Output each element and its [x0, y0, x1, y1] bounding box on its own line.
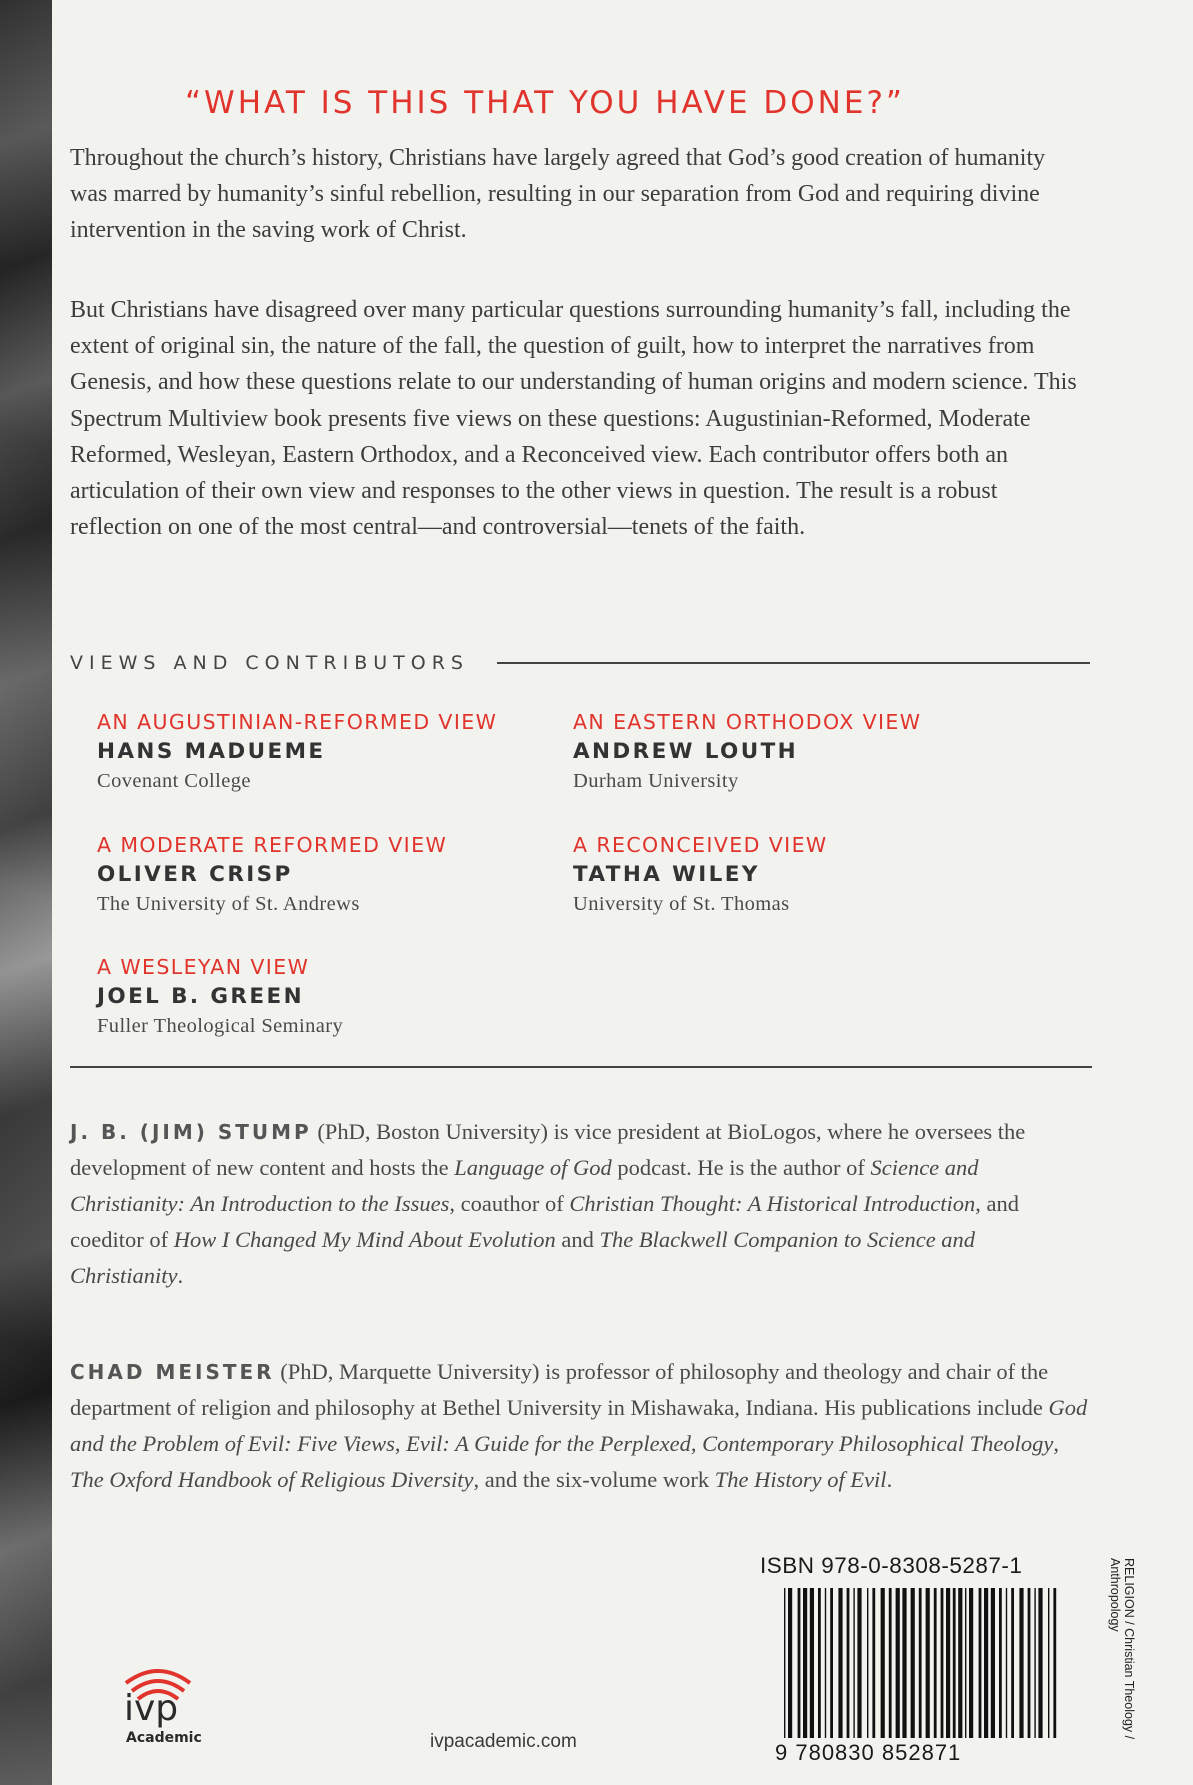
barcode-bar	[825, 1588, 826, 1738]
contributor-name: HANS MADUEME	[97, 739, 326, 764]
barcode-bar	[810, 1588, 814, 1738]
barcode-bar	[946, 1588, 950, 1738]
publisher-logo-text: ivp	[124, 1688, 179, 1729]
contributor-affiliation: University of St. Thomas	[573, 893, 790, 915]
bio-meister	[70, 1354, 1090, 1498]
barcode-bar	[853, 1588, 854, 1738]
barcode-bar	[803, 1588, 807, 1738]
book-title: The Blackwell Companion to Science and Christianity	[70, 1227, 976, 1288]
barcode-bar	[991, 1588, 995, 1738]
publisher-logo-subtitle: Academic	[126, 1730, 202, 1746]
book-title: Christian Thought: A Historical Introduction	[569, 1191, 976, 1216]
barcode-bar	[857, 1588, 861, 1738]
barcode-bar	[881, 1588, 885, 1738]
view-title: A MODERATE REFORMED VIEW	[97, 833, 448, 857]
view-title: AN AUGUSTINIAN-REFORMED VIEW	[97, 710, 498, 734]
divider	[497, 662, 1090, 664]
bio-text: podcast. He is the author of	[611, 1155, 871, 1180]
book-title: God and the Problem of Evil: Five Views	[70, 1395, 1088, 1456]
cover-spine-edge	[0, 0, 52, 1785]
barcode-bar	[934, 1588, 937, 1738]
category-label: RELIGION / Christian Theology / Anthropology	[1108, 1558, 1136, 1740]
barcode-bar	[965, 1588, 966, 1738]
bio-text: (PhD, Boston University) is vice president at BioLogos, where he oversees the development of new content and hosts the	[70, 1119, 1026, 1180]
barcode-bar	[788, 1588, 792, 1738]
bio-text: ,	[394, 1431, 407, 1456]
barcode-bar	[818, 1588, 821, 1738]
barcode-bar	[798, 1588, 801, 1738]
barcode-bar	[867, 1588, 868, 1738]
barcode-bar	[953, 1588, 956, 1738]
barcode-bar	[889, 1588, 892, 1738]
bio-text: ,	[690, 1431, 703, 1456]
view-eastern-orthodox	[573, 708, 1033, 796]
barcode-bar	[984, 1588, 988, 1738]
barcode-bar	[1006, 1588, 1007, 1738]
author-name: CHAD MEISTER	[70, 1360, 275, 1384]
barcode-bar	[1028, 1588, 1031, 1738]
bio-text: and	[555, 1227, 600, 1252]
bio-text: (PhD, Marquette University) is professor of philosophy and theology and chair of the department of religion and philosophy at Bethel University in Mishawaka, Indiana. His publications include	[70, 1359, 1049, 1420]
publisher-website[interactable]: ivpacademic.com	[430, 1731, 577, 1752]
contributor-name: JOEL B. GREEN	[97, 984, 304, 1009]
barcode-bar	[1019, 1588, 1023, 1738]
barcode-bar	[1053, 1588, 1056, 1738]
barcode-bar	[919, 1588, 922, 1738]
bio-text: ,	[1053, 1431, 1059, 1456]
view-title: AN EASTERN ORTHODOX VIEW	[573, 710, 922, 734]
contributor-name: OLIVER CRISP	[97, 862, 293, 887]
barcode-bar	[896, 1588, 900, 1738]
barcode-bar	[1038, 1588, 1042, 1738]
barcode-bar	[872, 1588, 875, 1738]
bio-text: , coauthor of	[449, 1191, 570, 1216]
barcode-bar	[1034, 1588, 1035, 1738]
barcode	[780, 1588, 1065, 1748]
contributor-affiliation: Covenant College	[97, 770, 251, 792]
contributor-name: TATHA WILEY	[573, 862, 760, 887]
barcode-bar	[958, 1588, 962, 1738]
divider	[70, 1066, 1092, 1068]
views-section-header	[70, 648, 1090, 678]
barcode-bar	[847, 1588, 850, 1738]
bio-text: .	[886, 1467, 893, 1492]
book-title: Language of God	[454, 1155, 612, 1180]
book-title: Science and Christianity: An Introduction to the Issues	[70, 1155, 979, 1216]
barcode-bar	[926, 1588, 930, 1738]
intro-paragraph: Throughout the church’s history, Christians have largely agreed that God’s good creation of humanity was marred by humanity’s sinful rebellion, resulting in our separation from God and requiring divine intervention in the saving work of Christ.	[70, 145, 1046, 244]
bio-stump	[70, 1114, 1090, 1294]
contributor-affiliation: Durham University	[573, 770, 739, 792]
bio-text: , and coeditor of	[70, 1191, 1019, 1252]
description-paragraph: But Christians have disagreed over many particular questions surrounding humanity’s fall, including the extent of original sin, the nature of the fall, the question of guilt, how to interpret the narratives from Genesis, and how these questions relate to our understanding of human origins and modern science. This Spectrum Multiview book presents five views on these questions: Augustinian-Reformed, Moderate Reformed, Wesleyan, Eastern Orthodox, and a Reconceived view. Each contributor offers both an articulation of their own view and responses to the other views in question. The result is a robust reflection on one of the most central—and controversial—tenets of the faith.	[70, 297, 1077, 541]
view-reconceived	[573, 831, 1033, 919]
barcode-bar	[1048, 1588, 1049, 1738]
book-title: Contemporary Philosophical Theology	[702, 1431, 1054, 1456]
author-name: J. B. (JIM) STUMP	[70, 1120, 312, 1144]
barcode-bar	[999, 1588, 1002, 1738]
view-title: A WESLEYAN VIEW	[97, 955, 310, 979]
barcode-bar	[784, 1588, 785, 1738]
barcode-bar	[941, 1588, 944, 1738]
contributor-affiliation: Fuller Theological Seminary	[97, 1015, 344, 1037]
contributor-name: ANDREW LOUTH	[573, 739, 799, 764]
barcode-bar	[1011, 1588, 1014, 1738]
book-title: The History of Evil	[714, 1467, 887, 1492]
barcode-bar	[979, 1588, 982, 1738]
headline: “WHAT IS THIS THAT YOU HAVE DONE?”	[185, 85, 905, 121]
view-title: A RECONCEIVED VIEW	[573, 833, 828, 857]
view-moderate-reformed	[97, 831, 557, 919]
book-title: How I Changed My Mind About Evolution	[173, 1227, 556, 1252]
bio-text: .	[177, 1263, 184, 1288]
bio-text: , and the six-volume work	[473, 1467, 715, 1492]
barcode-bar	[830, 1588, 833, 1738]
view-wesleyan	[97, 953, 557, 1041]
book-title: The Oxford Handbook of Religious Diversity	[70, 1467, 474, 1492]
isbn: ISBN 978-0-8308-5287-1	[760, 1553, 1023, 1578]
view-augustinian-reformed	[97, 708, 557, 796]
views-heading: VIEWS AND CONTRIBUTORS	[70, 652, 469, 674]
barcode-bar	[902, 1588, 906, 1738]
book-title: Evil: A Guide for the Perplexed	[406, 1431, 691, 1456]
barcode-number: 9 780830 852871	[775, 1740, 962, 1765]
contributor-affiliation: The University of St. Andrews	[97, 893, 360, 915]
barcode-bar	[911, 1588, 915, 1738]
barcode-bar	[838, 1588, 842, 1738]
barcode-bar	[969, 1588, 973, 1738]
